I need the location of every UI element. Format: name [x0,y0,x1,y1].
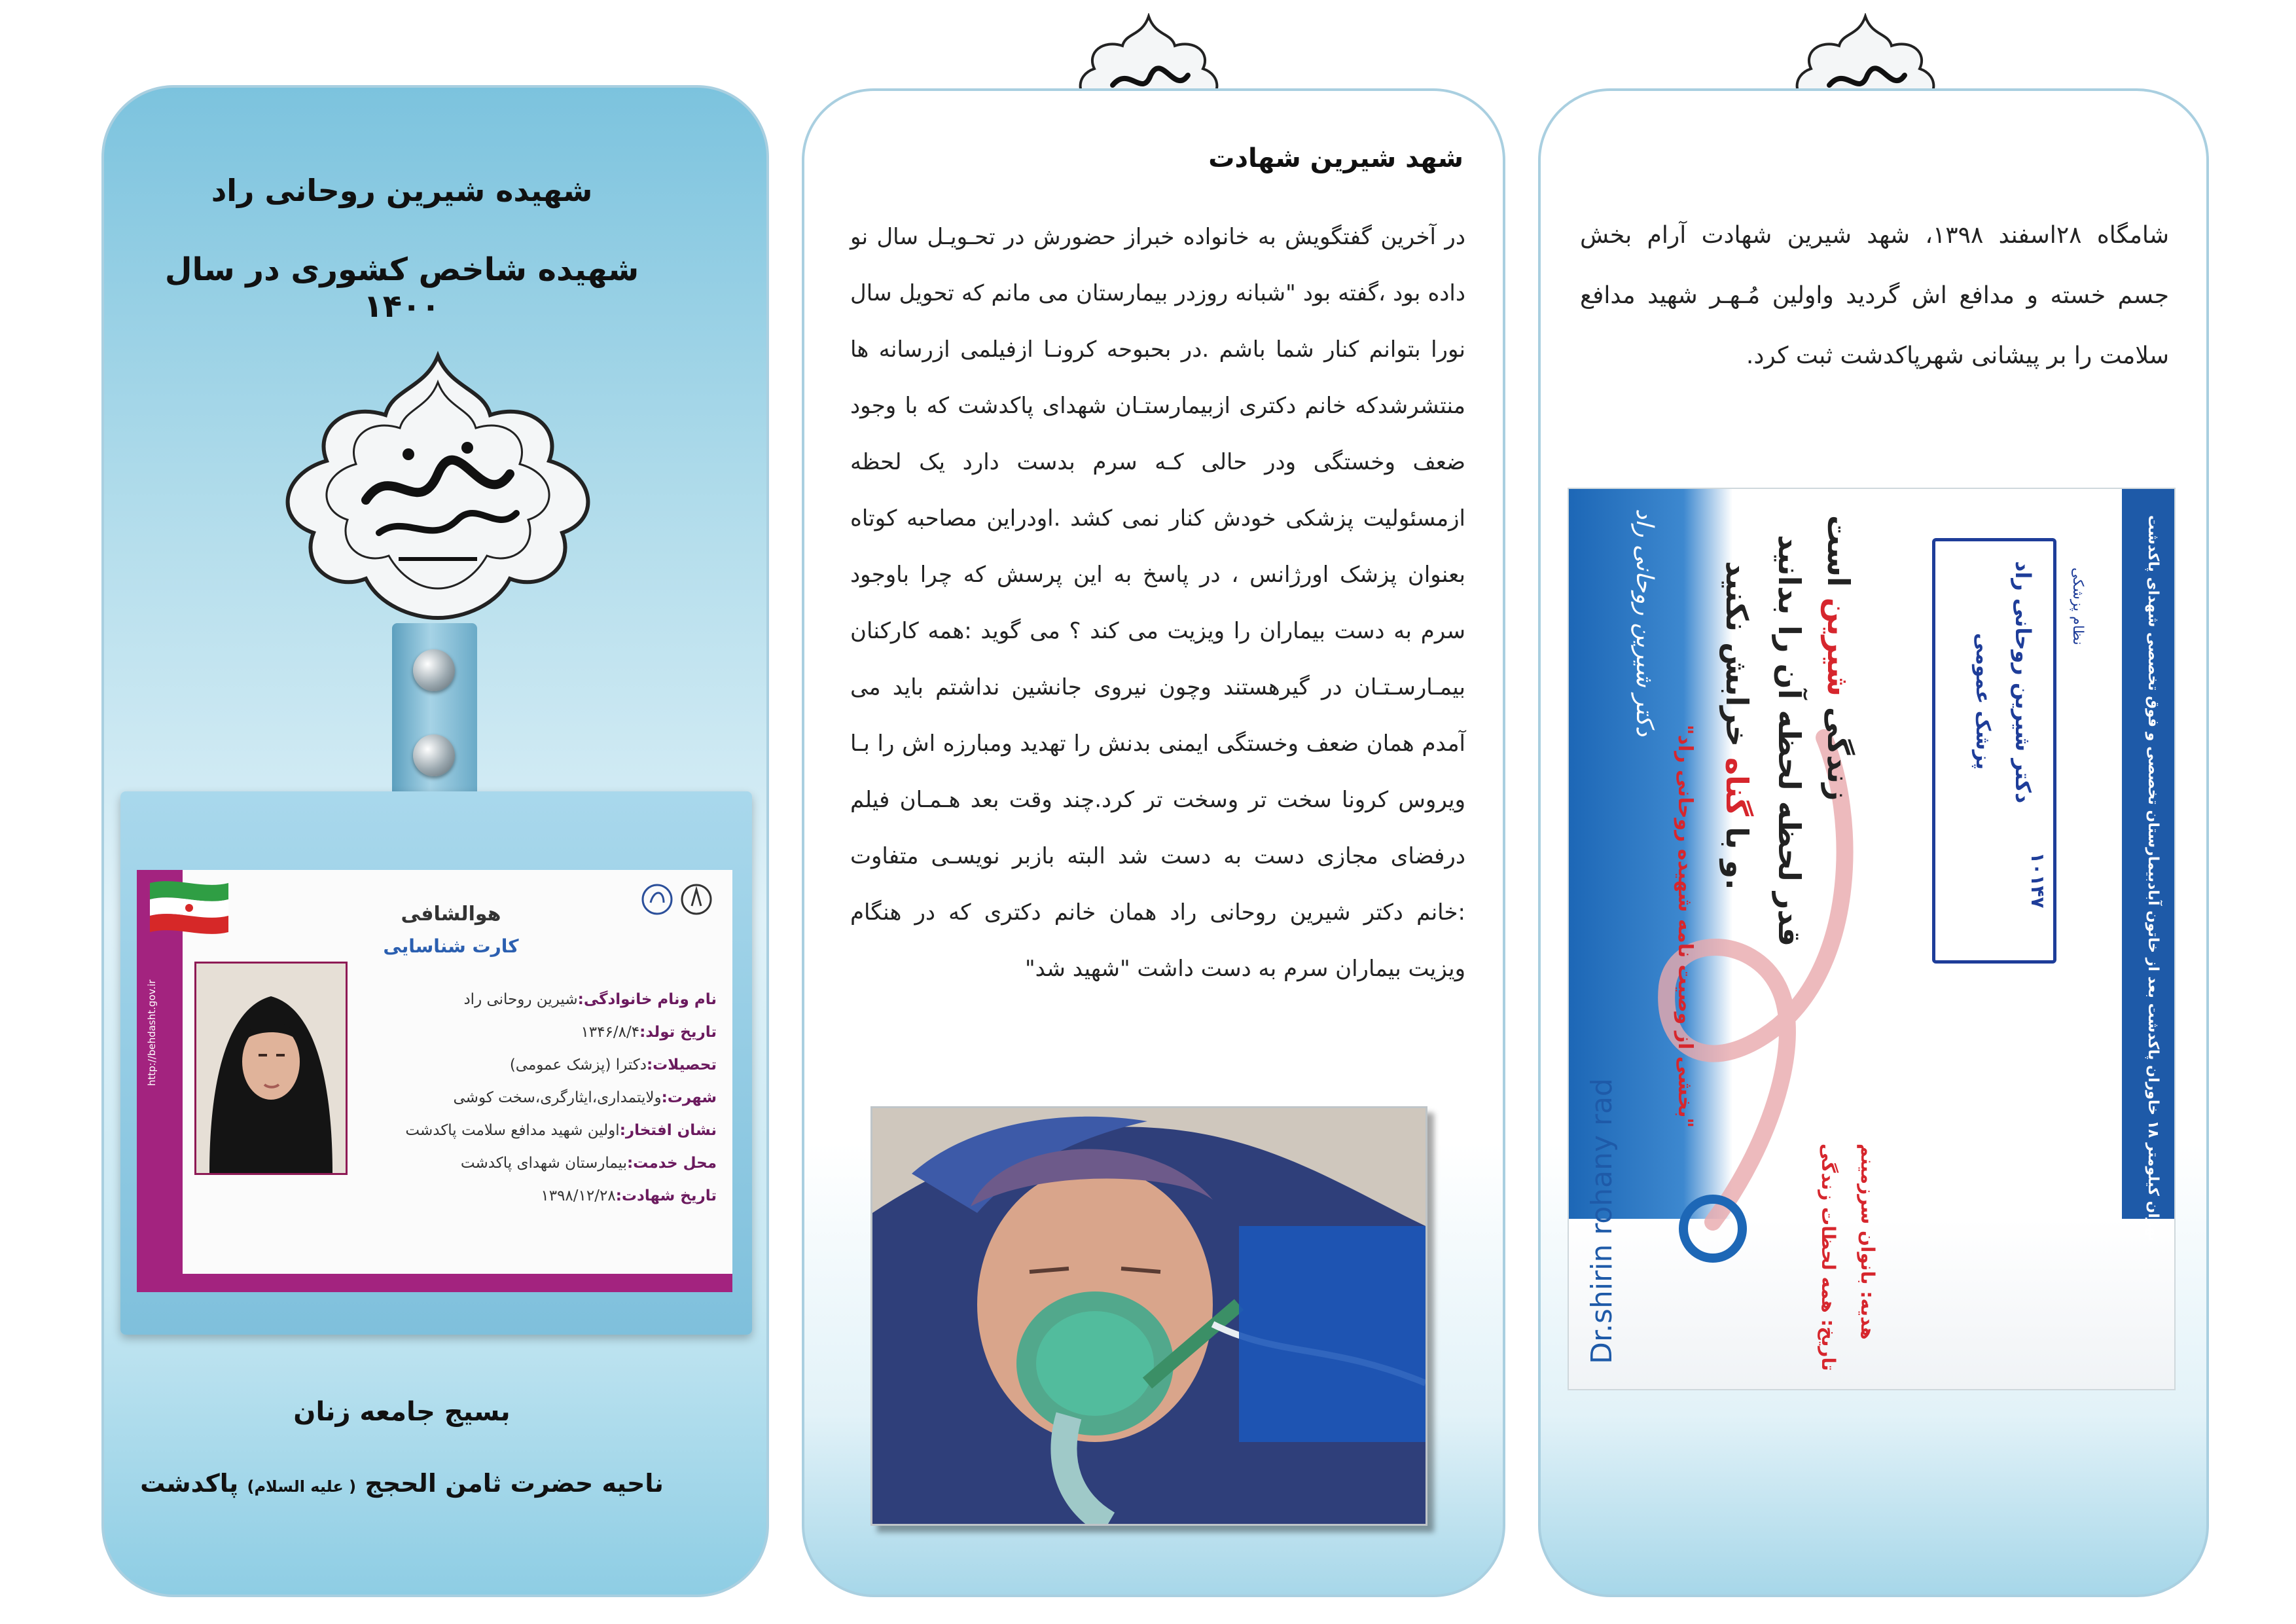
left-footer-line2: ناحیه حضرت ثامن الحجج ( علیه السلام) پاکدشت [140,1469,664,1498]
card-bottom-strip [137,1274,732,1292]
card-field-birthdate: تاریخ تولد:۱۳۴۶/۸/۴ [581,1024,717,1041]
card-field-workplace: محل خدمت:بیمارستان شهدای پاکدشت [460,1155,717,1172]
poster-gift: هدیه: بانوان سرزمینم [1857,1144,1878,1340]
poster-license-label: نظام پزشکی [2070,568,2086,645]
portrait-photo [194,962,348,1175]
card-org-name: هوالشافی [401,903,501,926]
left-title-line1: شهیده شیرین روحانی راد [211,173,593,208]
iran-flag-icon [150,876,228,935]
poster-license-number: ۱۰۱۴۷ [2027,852,2049,909]
rivet-icon [413,649,455,691]
card-field-honor: نشان افتخار:اولین شهید مدافع سلامت پاکدشت [405,1122,717,1139]
card-field-reputation: شهرت:ولایتمداری،ایثارگری،سخت کوشی [453,1089,717,1106]
will-poster [1568,488,2176,1390]
hospital-photo [870,1106,1427,1526]
poster-signature: دکتر شیرین روحانی راد [1631,509,1658,736]
poster-doctor-name: دکتر شیرین روحانی راد [2011,561,2036,804]
middle-heading: شهد شیرین شهادت [1208,143,1463,173]
left-footer-line1: بسیج جامعه زنان [293,1397,511,1427]
poster-latin-name: Dr.shirin rohany rad [1585,1078,1619,1364]
poster-motto-line2: قدر لحظه لحظه آن را بدانید [1772,535,1807,947]
poster-address: تهران کیلومتر ۱۸ خاوران پاکدشت بعد از خاتون آبادبیمارستان تخصصی و فوق تخصصی شهدای پاکدشت [2145,515,2161,1242]
card-field-martyrdom-date: تاریخ شهادت:۱۳۹۸/۱۲/۲۸ [541,1187,717,1204]
rivet-icon [413,734,455,776]
ministry-logo-icon [634,880,719,926]
poster-motto-line3: و با گناه خرابش نکنید. [1719,561,1755,890]
card-field-education: تحصیلات:دکترا (پزشک عمومی) [509,1056,717,1074]
left-panel [101,85,769,1597]
middle-paragraph: در آخرین گفتگویش به خانواده خبراز حضورش در تحـویـل سال نو داده بود ،گفته بود "شبانه روزدر بیمارستان می مانم که تحویل سال نورا بتوانم کنار شما باشم .در بحبوحه کرونـا ازفیلمی ازرسانه ها منتشرشدکه خانم دکتری ازبیمارستـان شهدای پاکدشت که با وجود ضعف وخستگی ودر حالی کـه سرم بدست دارد یک لحظه ازمسئولیت پزشکی خودش کنار نمی کشد .اودراین مصاحبه کوتاه بعنوان پزشک اورژانس ، در پاسخ به این پرسش که چرا باوجود سرم به دست بیماران را ویزیت می کند ؟ می گوید :همه کارکنان بیمـارسـتـان در گیرهستند وچون نیروی جانشین نداشتم باید می آمدم همان ضعف وخستگی ایمنی بدنش را تهدید ومبارزه اش را بـا ویروس کرونا سخت تر وسخت تر کرد.چند وقت بعد هـمـان فیلم درفضای مجازی دست به دست شد البته بازبر نویسـی متفاوت :خانم دکتر شیرین روحانی راد همان خانم دکتری که در هنگام ویزیت بیماران سرم به دست داشت "شهید شد" [850,224,1465,982]
poster-motto-line1: زندگی شیرین است [1821,515,1856,801]
calligraphy-emblem [268,350,608,624]
card-title: کارت شناسایی [383,935,519,957]
left-title-line2: شهیده شاخص کشوری در سال ۱۴۰۰ [164,251,639,325]
id-card [137,870,732,1292]
poster-quote-source: "بخشی از وصیت نامه شهیده روحانی راد" [1674,725,1696,1128]
poster-date: تاریخ: همه لحظات زندگی [1818,1144,1839,1371]
card-field-name: نام ونام خانوادگی:شیرین روحانی راد [463,991,717,1008]
right-paragraph: شامگاه ۲۸اسفند ۱۳۹۸، شهد شیرین شهادت آرام بخش جسم خسته و مدافع اش گردید واولین مُـهـر شهید مدافع سلامت را بر پیشانی شهرپاکدشت ثبت کرد. [1580,222,2169,369]
card-website: http://behdasht.gov.ir [146,979,158,1086]
poster-specialty: پزشک عمومی [1971,633,1994,770]
